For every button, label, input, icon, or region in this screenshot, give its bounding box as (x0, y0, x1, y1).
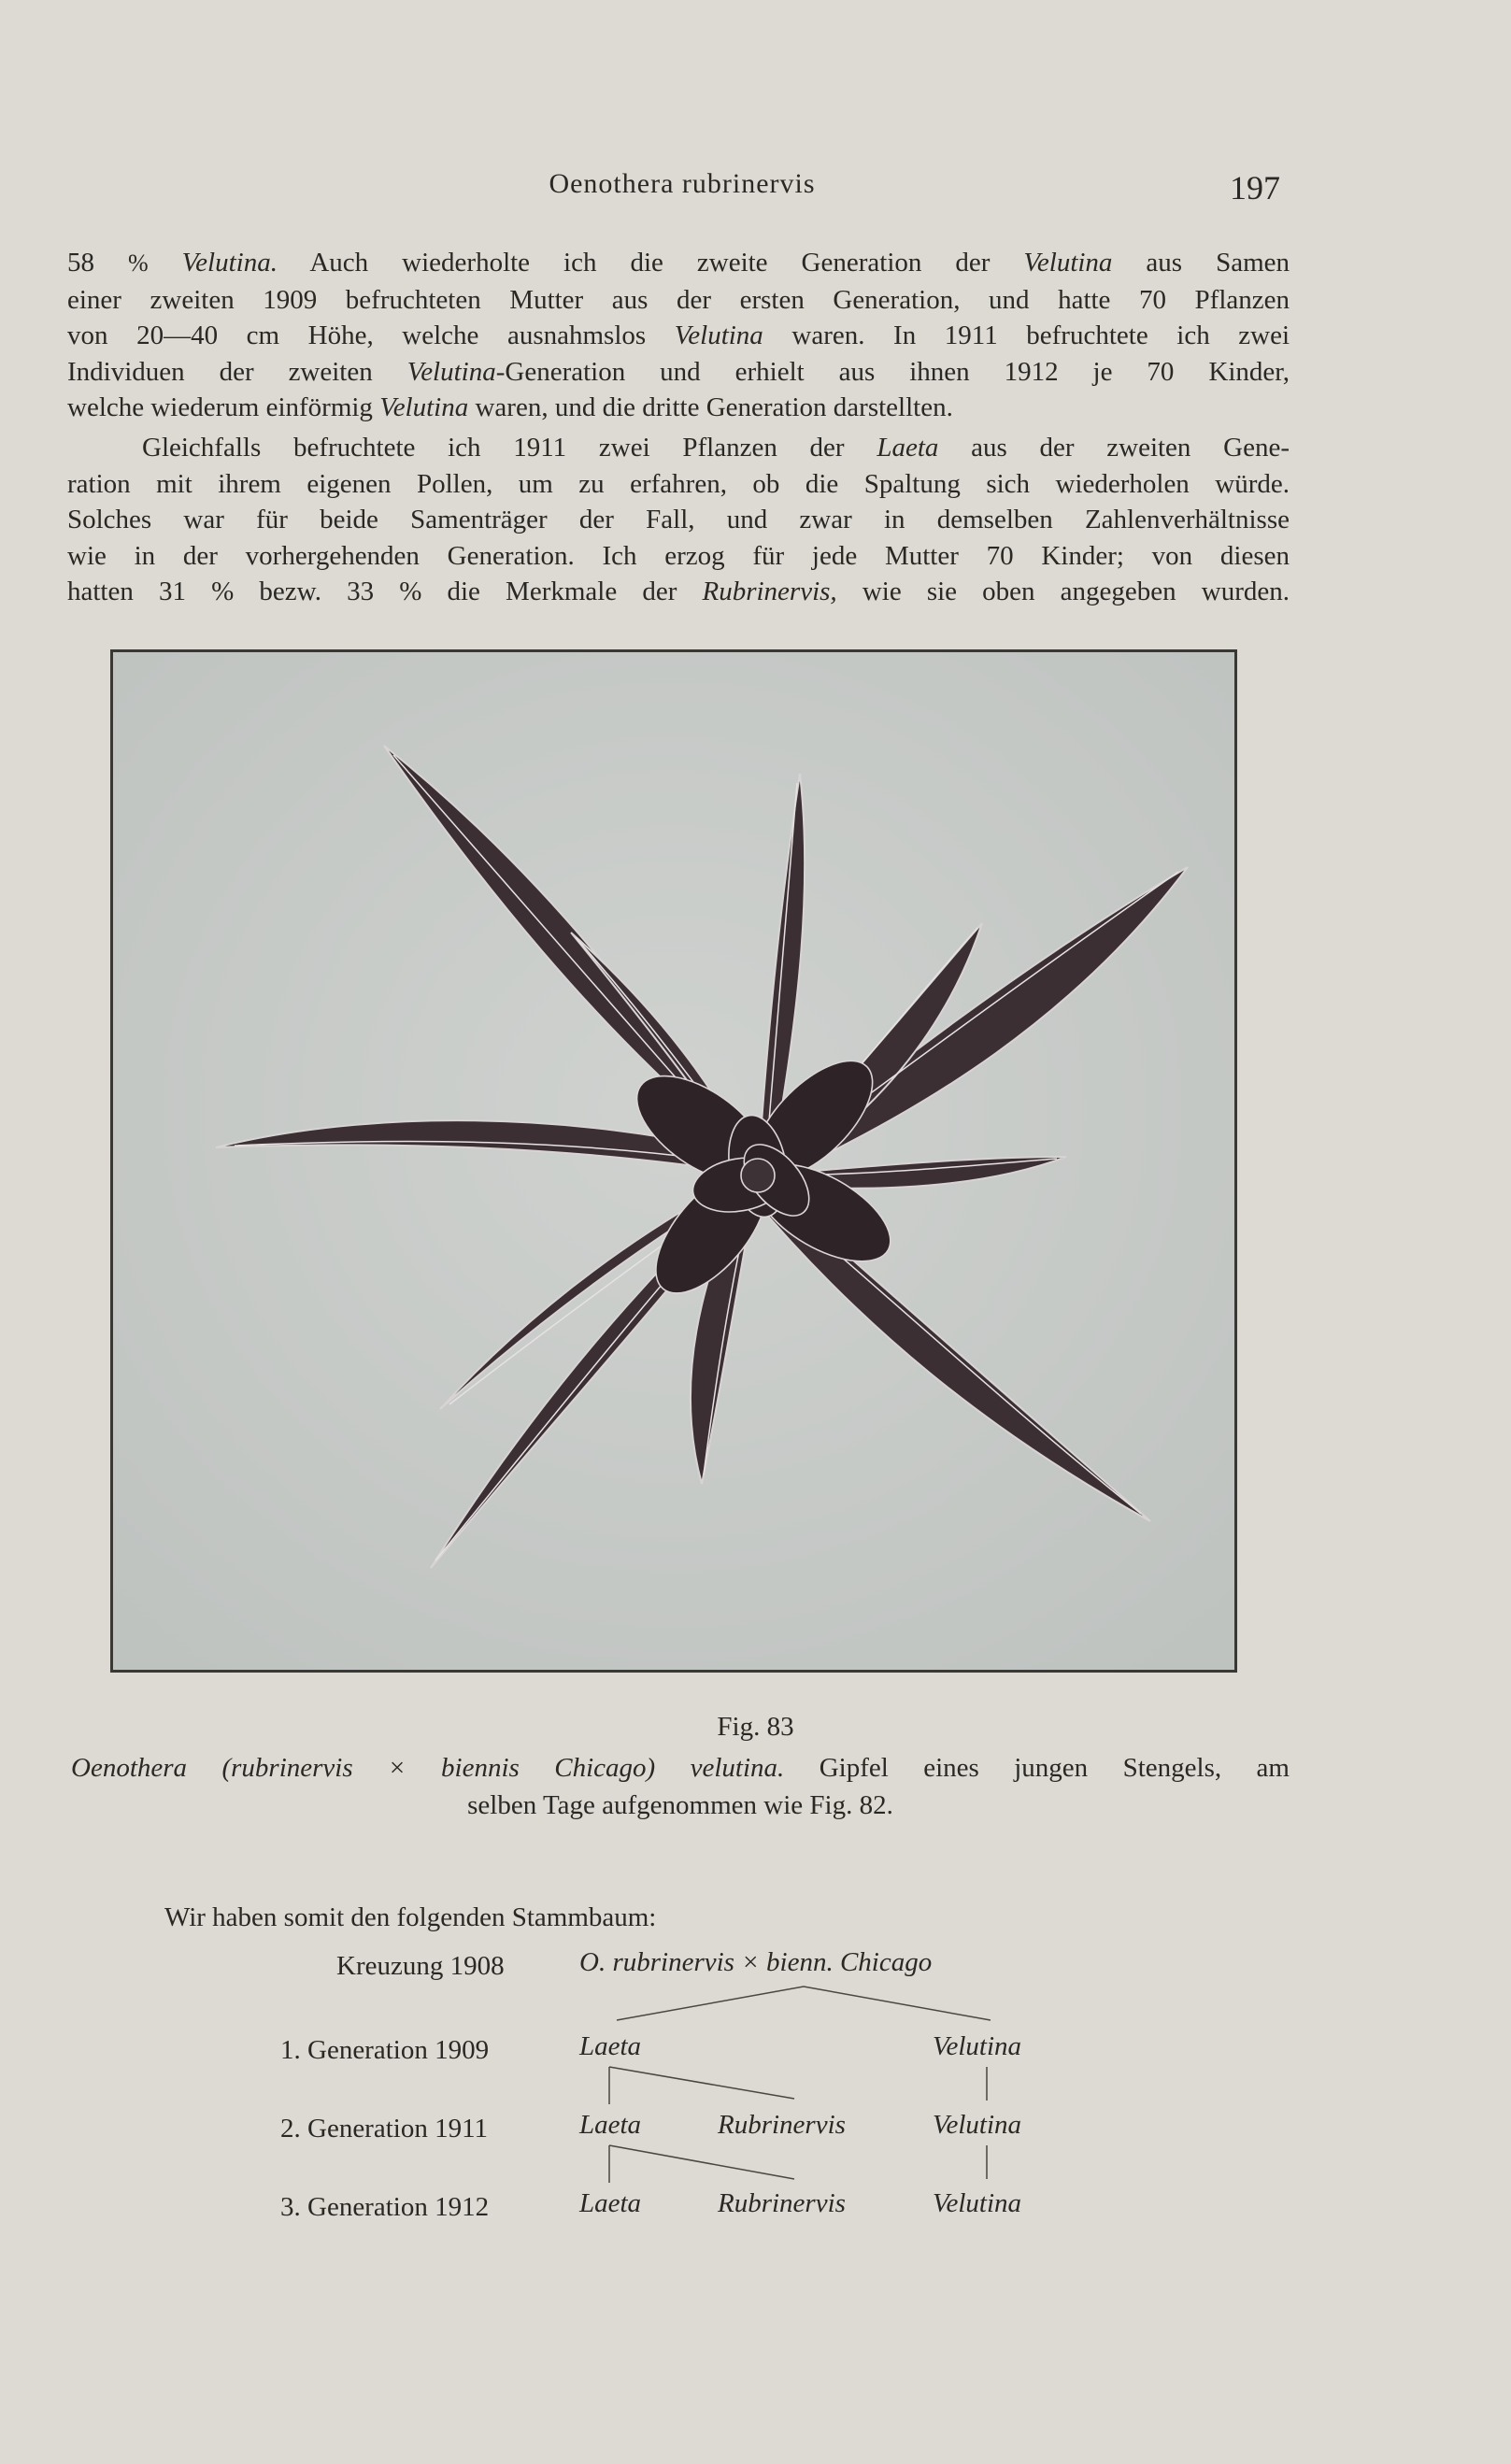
paragraph-1-line-5: welche wiederum einförmig Velutina waren, und die dritte Generation darstellten. (67, 392, 953, 422)
figure-label: Fig. 83 (717, 1712, 794, 1742)
generation-1-laeta: Laeta (579, 2031, 642, 2061)
paragraph-1-line-4: Individuen der zweiten Velutina-Generation und erhielt aus ihnen 1912 je 70 Kinder, (67, 356, 1290, 387)
cross-label: Kreuzung 1908 (336, 1951, 505, 1981)
paragraph-1-line-2: einer zweiten 1909 befruchteten Mutter aus der ersten Generation, und hatte 70 Pflanzen (67, 284, 1290, 315)
plant-rosette-illustration (113, 652, 1234, 1670)
generation-3-laeta: Laeta (579, 2188, 642, 2218)
page-number: 197 (1230, 169, 1280, 207)
paragraph-1 (67, 245, 1290, 426)
paragraph-2-line-5: hatten 31 % bezw. 33 % die Merkmale der Rubrinervis, wie sie oben angegeben wurden. (67, 577, 1290, 606)
paragraph-2-line-2: ration mit ihrem eigenen Pollen, um zu erfahren, ob die Spaltung sich wiederholen würde. (67, 468, 1290, 499)
paragraph-1-line-1: 58 % Velutina. Auch wiederholte ich die zweite Generation der Velutina aus Samen (67, 248, 1290, 278)
pedigree-intro: Wir haben somit den folgenden Stammbaum: (164, 1902, 657, 1932)
generation-2-label: 2. Generation 1911 (280, 2114, 489, 2144)
generation-1-velutina: Velutina (933, 2031, 1022, 2061)
generation-2-laeta: Laeta (579, 2110, 642, 2140)
figure-caption (71, 1749, 1290, 1824)
paragraph-2-line-1: Gleichfalls befruchtete ich 1911 zwei Pflanzen der Laeta aus der zweiten Gene- (142, 433, 1290, 463)
caption-line-2: selben Tage aufgenommen wie Fig. 82. (467, 1790, 893, 1820)
generation-3-velutina: Velutina (933, 2188, 1022, 2218)
caption-species: Oenothera (rubrinervis × biennis Chicago) velutina. (71, 1753, 785, 1783)
generation-2-velutina: Velutina (933, 2110, 1022, 2140)
generation-2-rubrinervis: Rubrinervis (718, 2110, 846, 2140)
generation-1-label: 1. Generation 1909 (280, 2035, 490, 2065)
generation-3-label: 3. Generation 1912 (280, 2192, 490, 2222)
running-header: Oenothera rubrinervis (549, 168, 816, 199)
paragraph-2-line-3: Solches war für beide Samenträger der Fall, und zwar in demselben Zahlenverhältnisse (67, 505, 1290, 534)
generation-3-rubrinervis: Rubrinervis (718, 2188, 846, 2218)
paragraph-2 (67, 430, 1290, 610)
paragraph-2-line-4: wie in der vorhergehenden Generation. Ich erzog für jede Mutter 70 Kinder; von diesen (67, 540, 1290, 571)
paragraph-1-line-3: von 20—40 cm Höhe, welche ausnahmslos Velutina waren. In 1911 befruchtete ich zwei (67, 320, 1290, 350)
figure-photograph (110, 649, 1237, 1673)
caption-description: Gipfel eines jungen Stengels, am (784, 1753, 1290, 1783)
cross-parents: O. rubrinervis × bienn. Chicago (579, 1947, 933, 1977)
